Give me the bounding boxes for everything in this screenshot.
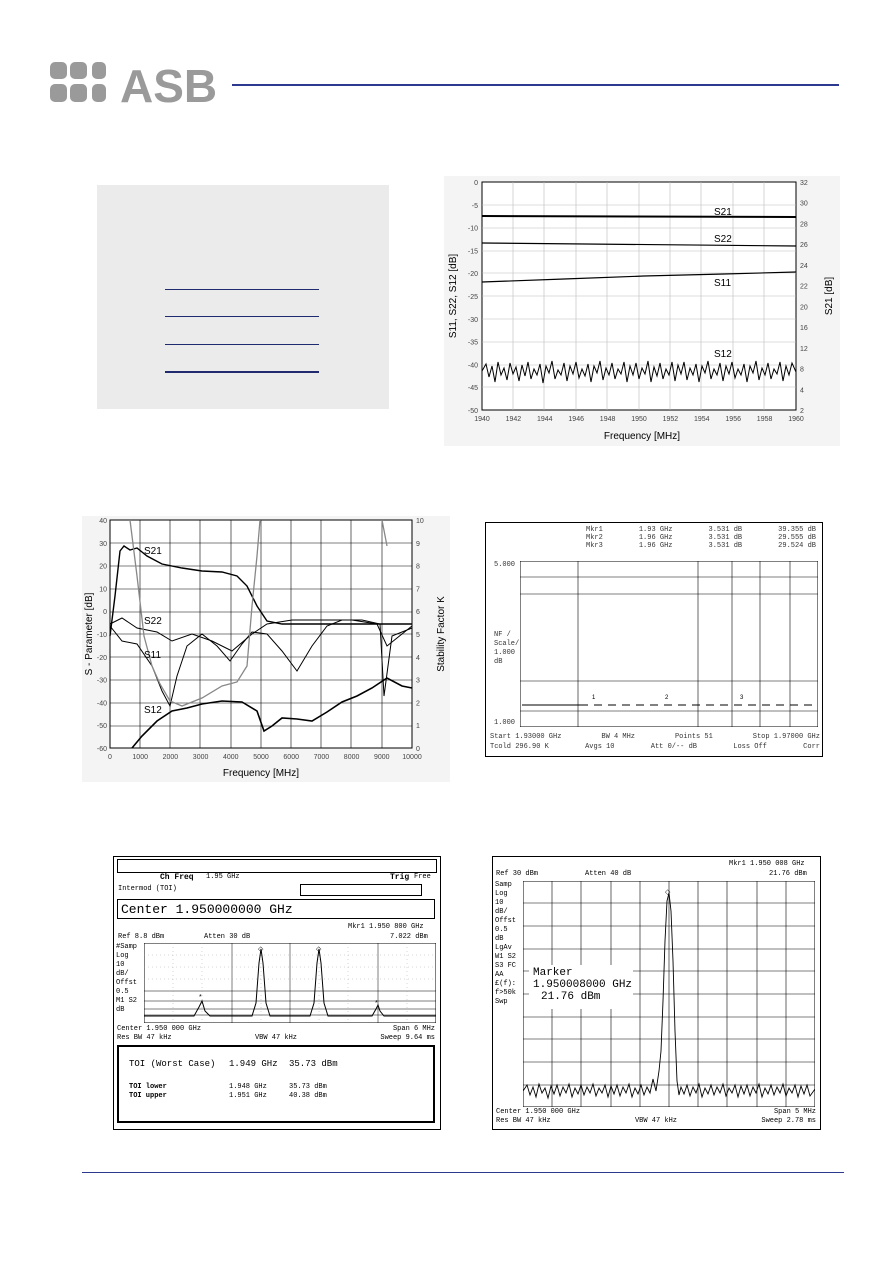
y-tick-right: 4: [800, 387, 804, 395]
footer-item: Stop 1.97000 GHz: [752, 733, 820, 741]
marker-ref: 29.555 dB: [778, 534, 816, 542]
svg-text:S11, S22, S12 [dB]: S11, S22, S12 [dB]: [448, 253, 459, 339]
y-tick-right: 28: [800, 221, 808, 229]
legend-line-3: [165, 344, 319, 345]
mode-label: Intermod (TOI): [118, 885, 177, 893]
y-tick-right: 8: [800, 366, 804, 374]
side-label: dB: [495, 935, 504, 943]
marker-val: 3.531 dB: [708, 534, 743, 542]
marker-freq: 1.96 GHz: [638, 534, 673, 542]
y-tick-left: -20: [467, 271, 478, 279]
marker-readout: Mkr1 1.950 008 GHz: [729, 860, 805, 868]
marker-row: [586, 534, 816, 542]
x-tick: 4000: [223, 754, 239, 761]
footer-item: Center 1.950 000 GHz: [117, 1025, 202, 1033]
y-tick-left: -30: [96, 677, 107, 685]
x-tick: 1948: [599, 416, 616, 423]
footer-item: Center 1.950 000 GHz: [496, 1108, 581, 1116]
trig-value: Free: [414, 873, 431, 881]
side-label: AA: [495, 971, 504, 979]
y-tick-right: 10: [416, 518, 424, 525]
ref-level: Ref 30 dBm: [496, 870, 539, 878]
y-tick-left: -30: [467, 316, 478, 324]
svg-text:S21: S21: [144, 546, 162, 557]
footer-item: Corr: [803, 743, 820, 751]
footer-item: Att 0/-- dB: [650, 743, 697, 751]
header-rule: [232, 84, 839, 86]
marker-name: Mkr3: [586, 542, 603, 550]
y-tick-left: -10: [467, 225, 478, 233]
footer-item: Res BW 47 kHz: [117, 1034, 172, 1042]
svg-text:S21 [dB]: S21 [dB]: [824, 276, 835, 316]
x-tick: 9000: [374, 754, 390, 761]
marker-name: Mkr1: [586, 526, 603, 534]
side-label: #Samp: [116, 943, 138, 951]
footer-rule: [82, 1172, 844, 1173]
svg-text:S12: S12: [714, 349, 732, 360]
side-label: dB: [116, 1006, 125, 1014]
x-tick: 1952: [662, 416, 679, 423]
y-tick-right: 22: [800, 283, 808, 291]
x-tick: 3000: [192, 754, 209, 761]
footer-item: Span 5 MHz: [773, 1108, 816, 1116]
x-tick: 2000: [162, 754, 179, 761]
marker-value: 7.022 dBm: [390, 933, 428, 941]
y-tick-left: -25: [467, 294, 478, 301]
marker-ref: 39.355 dB: [778, 526, 816, 534]
x-tick: 1942: [505, 416, 522, 423]
marker-ref: 29.524 dB: [778, 542, 816, 550]
x-tick: 1944: [537, 416, 553, 423]
x-tick: 1940: [474, 416, 490, 423]
x-tick: 1958: [756, 416, 773, 423]
side-label: Offst: [116, 979, 138, 987]
toi-results-box: [117, 1045, 435, 1123]
marker-title: Marker: [533, 967, 573, 979]
side-label: 10: [116, 961, 125, 969]
y-tick-right: 16: [800, 325, 808, 333]
svg-text:Frequency [MHz]: Frequency [MHz]: [603, 431, 681, 442]
x-tick: 1000: [132, 754, 148, 761]
x-tick: 7000: [313, 754, 330, 761]
footer-item: Loss Off: [733, 743, 767, 751]
toi-row: [129, 1092, 359, 1101]
footer-item: Points 51: [674, 733, 713, 741]
y-tick-left: -45: [467, 385, 478, 393]
y-tick-right: 2: [416, 700, 420, 708]
side-label: Log: [495, 890, 508, 898]
y-tick-right: 1: [416, 723, 420, 731]
marker-readout: Mkr1 1.950 800 GHz: [348, 923, 424, 931]
x-tick: 1950: [631, 416, 647, 423]
marker-box: [533, 967, 632, 1003]
svg-text:S12: S12: [144, 705, 162, 716]
y-tick-left: 40: [99, 518, 107, 525]
y-tick-right: 7: [416, 586, 420, 594]
y-tick-left: -20: [96, 654, 107, 662]
noise-figure-screen: [485, 522, 823, 757]
side-label: 10: [495, 899, 504, 907]
svg-text:1: 1: [592, 695, 596, 701]
trig-label: Trig: [390, 873, 410, 882]
x-tick: 8000: [343, 754, 360, 761]
y-tick-left: -40: [467, 362, 478, 370]
y-tick-right: 24: [800, 262, 808, 270]
side-label: 0.5: [116, 988, 129, 996]
toi-value: 35.73 dBm: [289, 1059, 338, 1069]
y-tick-right: 6: [416, 609, 420, 617]
footer-item: Avgs 10: [585, 743, 615, 751]
toi-freq: 1.951 GHz: [229, 1092, 267, 1100]
x-tick: 5000: [253, 754, 269, 761]
legend-line-4: [165, 371, 319, 373]
y-tick-right: 32: [800, 180, 808, 187]
y-tick-right: 20: [800, 304, 808, 312]
y-tick-left: 30: [99, 540, 107, 548]
toi-label: TOI lower: [129, 1083, 167, 1091]
s-parameter-plot-narrowband: [444, 176, 840, 446]
toi-val: 35.73 dBm: [289, 1083, 327, 1091]
svg-text:*: *: [375, 1000, 378, 1007]
x-tick: 1960: [788, 416, 804, 423]
footer-item: VBW 47 kHz: [254, 1034, 297, 1042]
legend-line-1: [165, 289, 319, 290]
side-label: LgAv: [495, 944, 512, 952]
marker-val: 3.531 dB: [708, 542, 743, 550]
y-tick-right: 2: [800, 408, 804, 415]
legend-box: [97, 185, 389, 409]
center-frequency: Center 1.950000000 GHz: [117, 899, 435, 919]
marker-name: Mkr2: [586, 534, 603, 542]
ch-freq-value: 1.95 GHz: [206, 873, 240, 881]
side-label: Samp: [495, 881, 512, 889]
y-tick-left: -5: [471, 202, 478, 210]
toi-freq: 1.948 GHz: [229, 1083, 267, 1091]
toi-row: [129, 1083, 359, 1092]
marker-frequency: 1.950008000 GHz: [533, 979, 633, 991]
footer-item: BW 4 MHz: [601, 733, 635, 741]
side-label: £(f):: [495, 980, 517, 988]
toi-frequency: 1.949 GHz: [229, 1059, 278, 1069]
marker-val: 3.531 dB: [708, 526, 743, 534]
marker-power: 21.76 dBm: [541, 991, 601, 1003]
svg-text:3: 3: [740, 695, 744, 701]
y-tick-left: -50: [96, 723, 107, 731]
ref-top: 5.000: [494, 561, 516, 569]
svg-text:S11: S11: [714, 278, 732, 289]
y-tick-right: 3: [416, 677, 420, 685]
svg-text:Stability Factor K: Stability Factor K: [436, 596, 447, 672]
legend-line-2: [165, 316, 319, 317]
marker-freq: 1.96 GHz: [638, 542, 673, 550]
side-label: Log: [116, 952, 129, 960]
marker-analyzer-screen: [492, 856, 821, 1130]
y-tick-left: 20: [99, 563, 107, 571]
y-tick-left: -60: [96, 746, 107, 753]
toi-val: 40.38 dBm: [289, 1092, 327, 1100]
y-tick-right: 4: [416, 654, 420, 662]
attenuation: Atten 40 dB: [585, 870, 632, 878]
footer-item: Res BW 47 kHz: [496, 1117, 551, 1125]
y-tick-left: 10: [99, 586, 107, 594]
svg-text:S - Parameter [dB]: S - Parameter [dB]: [84, 592, 95, 676]
toi-analyzer-screen: [113, 856, 441, 1130]
x-tick: 1946: [568, 416, 584, 423]
marker-value: 21.76 dBm: [769, 870, 807, 878]
toi-label: TOI upper: [129, 1092, 167, 1100]
x-tick: 1956: [725, 416, 741, 423]
x-tick: 1954: [694, 416, 710, 423]
side-label: Swp: [495, 998, 508, 1006]
toi-title: TOI (Worst Case): [129, 1059, 216, 1069]
s21-trace: [482, 216, 796, 217]
ref-bottom: 1.000: [494, 719, 516, 727]
svg-text:◇: ◇: [665, 889, 671, 896]
footer-item: Tcold 296.90 K: [490, 743, 549, 751]
svg-text:◇: ◇: [316, 946, 322, 953]
y-tick-left: -15: [467, 248, 478, 256]
svg-text:S21: S21: [714, 207, 732, 218]
y-tick-left: -35: [467, 339, 478, 347]
attenuation: Atten 30 dB: [204, 933, 251, 941]
side-label: 0.5: [495, 926, 508, 934]
svg-text:*: *: [199, 994, 202, 1001]
y-tick-left: -10: [96, 632, 107, 639]
y-tick-left: 0: [474, 180, 478, 187]
scale-label: NF / Scale/ 1.000 dB: [494, 631, 520, 666]
side-label: S3 FC: [495, 962, 517, 970]
marker-freq: 1.93 GHz: [638, 526, 673, 534]
side-label: f>50k: [495, 989, 517, 997]
s-parameter-plot-wideband: [82, 516, 450, 782]
footer-item: Start 1.93000 GHz: [490, 733, 562, 741]
x-tick: 10000: [402, 754, 422, 761]
ref-level: Ref 8.8 dBm: [118, 933, 165, 941]
y-tick-right: 12: [800, 345, 808, 353]
footer-item: VBW 47 kHz: [634, 1117, 677, 1125]
y-tick-left: -40: [96, 700, 107, 708]
x-tick: 0: [108, 754, 112, 761]
svg-text:ASB: ASB: [120, 62, 218, 106]
svg-text:S11: S11: [144, 650, 162, 661]
svg-text:◇: ◇: [258, 946, 264, 953]
svg-text:Frequency [MHz]: Frequency [MHz]: [222, 768, 300, 779]
side-label: dB/: [495, 908, 508, 916]
asb-logo: [50, 62, 230, 106]
y-tick-right: 5: [416, 632, 420, 639]
side-label: M1 S2: [116, 997, 138, 1005]
y-tick-right: 9: [416, 540, 420, 548]
footer-item: Sweep 9.64 ms: [380, 1034, 435, 1042]
y-tick-right: 30: [800, 200, 808, 208]
marker-row: [586, 542, 816, 550]
side-label: Offst: [495, 917, 517, 925]
footer-item: Span 6 MHz: [392, 1025, 435, 1033]
y-tick-right: 0: [416, 746, 420, 753]
y-tick-left: -50: [467, 408, 478, 415]
svg-text:2: 2: [665, 695, 669, 701]
svg-text:S22: S22: [714, 234, 732, 245]
x-tick: 6000: [283, 754, 299, 761]
y-tick-right: 26: [800, 242, 808, 250]
y-tick-right: 8: [416, 563, 420, 571]
footer-item: Sweep 2.78 ms: [761, 1117, 816, 1125]
side-label: dB/: [116, 970, 129, 978]
side-label: W1 S2: [495, 953, 517, 961]
marker-row: [586, 526, 816, 534]
svg-text:S22: S22: [144, 616, 162, 627]
y-tick-left: 0: [103, 609, 107, 617]
ch-freq-label: Ch Freq: [160, 873, 194, 882]
